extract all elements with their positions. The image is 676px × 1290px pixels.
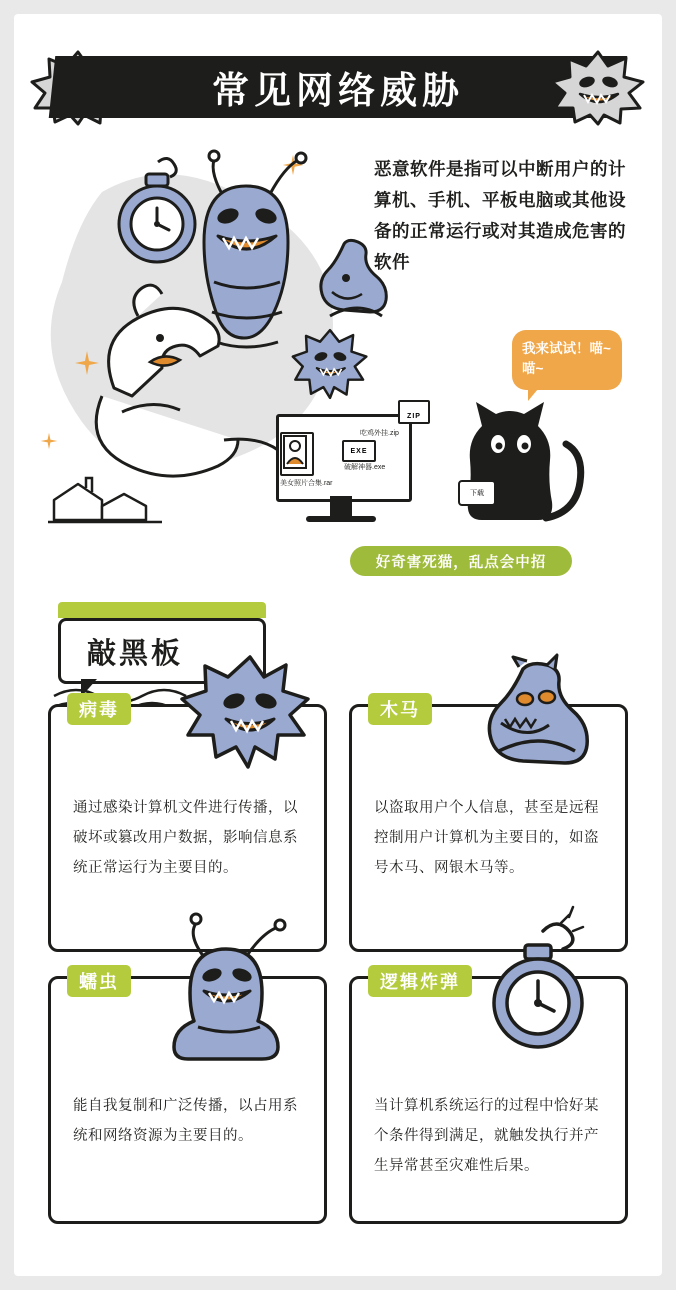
rar-file-icon bbox=[280, 432, 314, 476]
page-title: 常见网络威胁 bbox=[212, 69, 464, 112]
zip-file-name: 吃鸡外挂.zip bbox=[360, 430, 399, 437]
worm-icon bbox=[152, 917, 302, 1057]
tagline-badge: 好奇害死猫，乱点会中招 bbox=[350, 546, 572, 576]
exe-file-icon[interactable]: EXE bbox=[342, 440, 376, 462]
threat-tag-logic-bomb: 逻辑炸弹 bbox=[368, 965, 472, 997]
threat-card-trojan bbox=[349, 700, 628, 952]
sparkle-icon bbox=[40, 432, 58, 450]
poster-card bbox=[14, 14, 662, 1276]
cat-speech-bubble: 我来试试！喵~喵~ bbox=[512, 330, 622, 390]
threat-desc-logic-bomb: 当计算机系统运行的过程中恰好某个条件得到满足，就触发执行并产生异常甚至灾难性后果。 bbox=[374, 1098, 599, 1174]
house-doodle-icon bbox=[48, 474, 168, 534]
angry-star-face-icon bbox=[552, 52, 644, 124]
threat-tag-worm: 蠕虫 bbox=[67, 965, 131, 997]
board-accent-bar bbox=[58, 602, 266, 618]
monitor-base bbox=[306, 516, 376, 522]
zip-file-icon[interactable]: ZIP bbox=[398, 400, 430, 424]
threat-card-worm bbox=[48, 972, 327, 1224]
board-label-text: 敲黑板 bbox=[87, 635, 184, 670]
virus-spiky-face-icon bbox=[180, 651, 320, 771]
threat-tag-trojan: 木马 bbox=[368, 693, 432, 725]
threat-desc-virus: 通过感染计算机文件进行传播，以破坏或篡改用户数据，影响信息系统正常运行为主要目的。 bbox=[73, 800, 298, 876]
threat-desc-trojan: 以盗取用户个人信息，甚至是远程控制用户计算机为主要目的，如盗号木马、网银木马等。 bbox=[374, 800, 599, 876]
trojan-horse-icon bbox=[314, 238, 398, 368]
header bbox=[14, 36, 662, 132]
threat-desc-worm: 能自我复制和广泛传播，以占用系统和网络资源为主要目的。 bbox=[73, 1098, 298, 1144]
threat-card-virus bbox=[48, 700, 327, 952]
monitor-stand bbox=[330, 496, 352, 518]
title-banner bbox=[49, 56, 628, 118]
intro-text: 恶意软件是指可以中断用户的计算机、手机、平板电脑或其他设备的正常运行或对其造成危害的软件 bbox=[374, 159, 626, 272]
exe-file-name: 破解神器.exe bbox=[344, 464, 386, 471]
trojan-horse-icon bbox=[477, 661, 607, 777]
threat-card-logic-bomb bbox=[349, 972, 628, 1224]
threat-grid bbox=[48, 700, 628, 1224]
logic-bomb-clock-icon bbox=[477, 921, 607, 1053]
rar-file-name: 美女照片合集.rar bbox=[280, 480, 333, 487]
threat-tag-virus: 病毒 bbox=[67, 693, 131, 725]
download-button[interactable]: 下载 bbox=[458, 480, 496, 506]
black-cat-icon bbox=[450, 390, 590, 540]
